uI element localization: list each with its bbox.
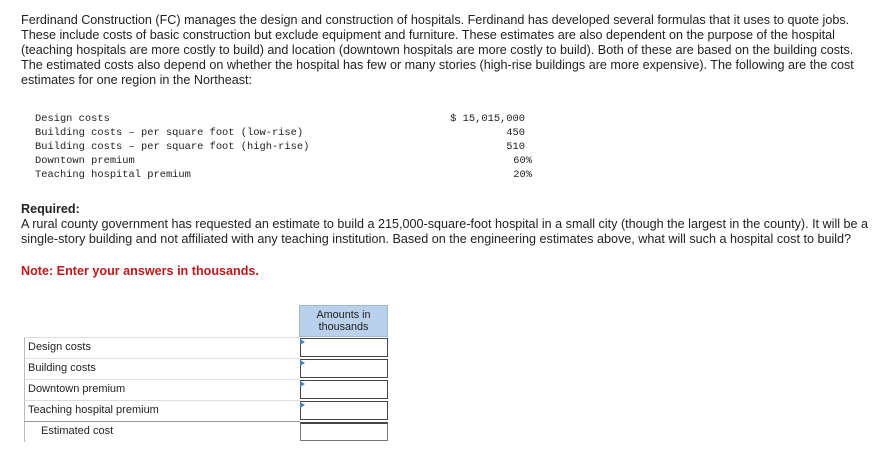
estimate-value: 450 (506, 127, 525, 139)
input-flag-icon (300, 360, 305, 366)
input-flag-icon (300, 381, 305, 387)
row-label: Estimated cost (24, 421, 300, 442)
teaching-premium-input[interactable] (300, 401, 388, 420)
row-label: Design costs (24, 337, 300, 358)
estimate-value: $ 15,015,000 (450, 113, 525, 125)
estimate-label: Teaching hospital premium (35, 169, 191, 181)
column-header: Amounts in thousands (299, 305, 388, 337)
answer-note: Note: Enter your answers in thousands. (21, 264, 259, 278)
estimate-label: Building costs – per square foot (low-rise) (35, 127, 304, 139)
required-text: A rural county government has requested an estimate to build a 215,000-square-foot hospital in a small city (though the largest in the county). It will be a single-story building and not affiliated with any teaching institution. Based on the engineering estimates above, what will such a hospital cost to build? (21, 217, 869, 246)
estimate-value: 60% (513, 155, 532, 167)
cost-estimates (35, 112, 535, 182)
input-flag-icon (300, 402, 305, 408)
estimate-row (35, 154, 535, 168)
required-heading: Required: (21, 202, 80, 216)
downtown-premium-input[interactable] (300, 380, 388, 399)
estimate-row (35, 140, 535, 154)
table-row (24, 337, 390, 358)
table-row (24, 379, 390, 400)
building-costs-input[interactable] (300, 359, 388, 378)
design-costs-input[interactable] (300, 338, 388, 357)
problem-intro: Ferdinand Construction (FC) manages the design and construction of hospitals. Ferdinand has developed several formulas that it uses to quote jobs. These include costs of basic construction but exclude equipment and furniture. These estimates are also dependent on the purpose of the hospital (teaching hospitals are more costly to build) and location (downtown hospitals are more costly to build). Both of these are based on the building costs. The estimated costs also depend on whether the hospital has few or many stories (high-rise buildings are more expensive). The following are the cost estimates for one region in the Northeast: (21, 13, 854, 87)
table-row (24, 400, 390, 421)
row-label: Teaching hospital premium (24, 400, 300, 421)
estimate-label: Downtown premium (35, 155, 135, 167)
estimate-row (35, 126, 535, 140)
estimate-value: 20% (513, 169, 532, 181)
table-row (24, 358, 390, 379)
estimate-label: Building costs – per square foot (high-rise) (35, 141, 310, 153)
table-row (24, 421, 390, 442)
estimate-row (35, 168, 535, 182)
estimate-label: Design costs (35, 113, 110, 125)
estimate-value: 510 (506, 141, 525, 153)
row-label: Downtown premium (24, 379, 300, 400)
estimate-row (35, 112, 535, 126)
input-flag-icon (300, 339, 305, 345)
row-label: Building costs (24, 358, 300, 379)
estimated-cost-input[interactable] (300, 422, 388, 441)
